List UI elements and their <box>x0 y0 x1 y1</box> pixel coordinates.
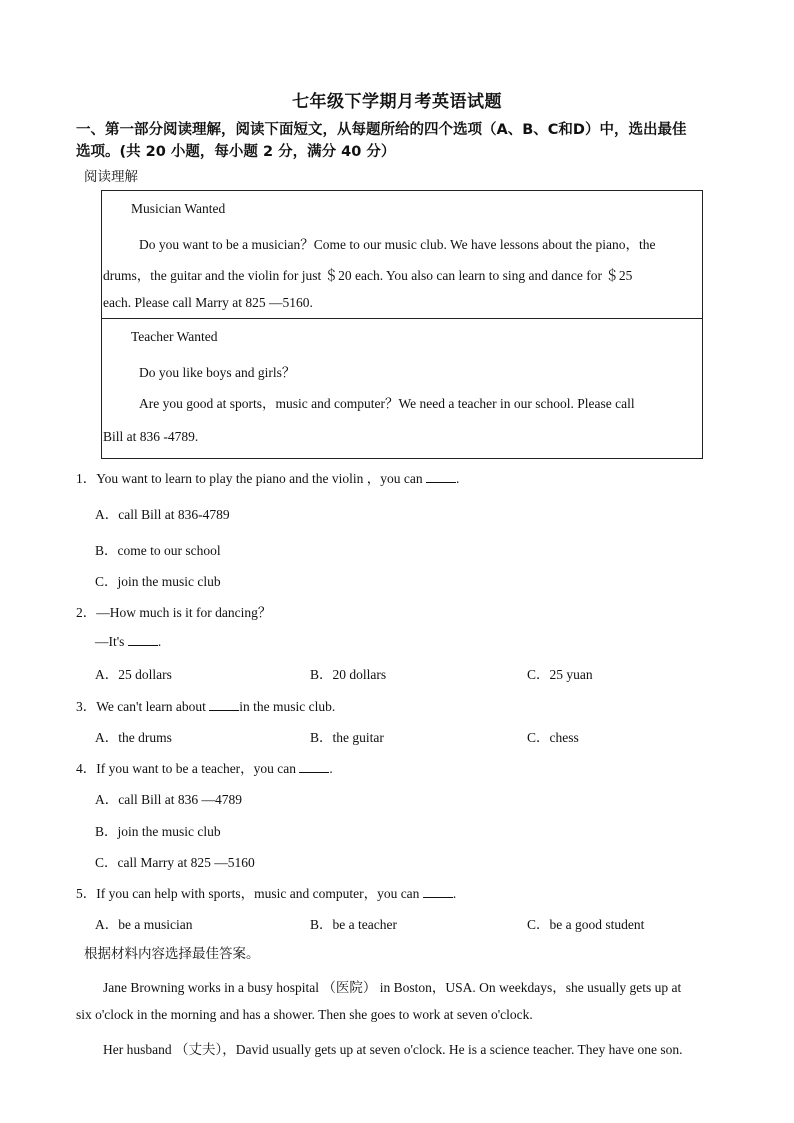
ad1-line3: each. Please call Marry at 825 —5160. <box>103 295 313 310</box>
answer-blank <box>426 470 456 483</box>
question-5-option-a: A．be a musician <box>95 917 193 932</box>
ad2-line1: Do you like boys and girls？ <box>139 365 296 380</box>
question-4-option-b: B．join the music club <box>95 824 221 839</box>
ad2-title: Teacher Wanted <box>131 329 218 344</box>
question-2-option-b: B．20 dollars <box>310 667 387 682</box>
question-4-option-a: A．call Bill at 836 —4789 <box>95 792 242 807</box>
question-4-end: . <box>329 761 333 776</box>
question-3-option-b: B．the guitar <box>310 730 384 745</box>
question-2-option-c: C．25 yuan <box>527 667 593 682</box>
question-1-end: . <box>455 471 460 486</box>
answer-blank <box>128 633 158 646</box>
answer-blank <box>423 885 453 898</box>
ads-divider <box>102 318 702 319</box>
question-5 <box>76 882 456 902</box>
section-1-heading-line2: 选项。(共 20 小题，每小题 2 分，满分 40 分） <box>76 144 396 160</box>
ad1-line2: drums，the guitar and the violin for just ＄20 each. You also can learn to sing and dance for ＄25 <box>103 268 633 283</box>
ad2-line3: Bill at 836 -4789. <box>103 429 199 444</box>
ads-box <box>101 190 703 459</box>
question-1-option-b: B．come to our school <box>95 543 221 558</box>
question-2-option-a: A．25 dollars <box>95 667 172 682</box>
ad1-title: Musician Wanted <box>131 201 226 216</box>
question-5-option-b: B．be a teacher <box>310 917 397 932</box>
page-title: 七年级下学期月考英语试题 <box>292 92 502 112</box>
question-3-option-c: C．chess <box>527 730 579 745</box>
question-1-stem: 1．You want to learn to play the piano and the violin ，you can <box>76 471 423 486</box>
question-4-stem: 4．If you want to be a teacher，you can <box>76 761 297 776</box>
section-1-heading-line1: 一、第一部分阅读理解，阅读下面短文，从每题所给的四个选项（A、B、C和D）中，选出最佳 <box>76 122 687 138</box>
question-4 <box>76 757 333 777</box>
question-2-reply-text: —It's <box>95 634 125 649</box>
question-2-stem: 2．—How much is it for dancing？ <box>76 605 272 620</box>
question-2-reply <box>95 633 161 650</box>
question-1-option-c: C．join the music club <box>95 574 221 589</box>
question-2-end: . <box>157 634 162 649</box>
question-5-option-c: C．be a good student <box>527 917 645 932</box>
question-5-end: . <box>452 886 457 901</box>
question-3-stem: 3．We can't learn about <box>76 699 206 714</box>
question-1 <box>76 467 459 487</box>
ad2-line2: Are you good at sports，music and computer？We need a teacher in our school. Please call <box>139 396 635 411</box>
question-4-option-c: C．call Marry at 825 —5160 <box>95 855 255 870</box>
question-3-option-a: A．the drums <box>95 730 172 745</box>
answer-blank <box>209 698 239 711</box>
reading-subheading: 阅读理解 <box>84 169 138 185</box>
question-3 <box>76 695 335 715</box>
section-1-heading <box>76 119 756 163</box>
question-3-end: in the music club. <box>239 699 336 714</box>
question-5-stem: 5．If you can help with sports，music and computer，you can <box>76 886 420 901</box>
passage-paragraph-1-line2: six o'clock in the morning and has a shower. Then she goes to work at seven o'clock. <box>76 1007 533 1022</box>
passage-paragraph-1-line1: Jane Browning works in a busy hospital （医院） in Boston，USA. On weekdays，she usually gets up at <box>103 980 682 995</box>
answer-blank <box>299 760 329 773</box>
ad1-line1: Do you want to be a musician？Come to our music club. We have lessons about the piano，the <box>139 237 656 252</box>
section-2-instruction: 根据材料内容选择最佳答案。 <box>84 946 260 962</box>
question-1-option-a: A．call Bill at 836-4789 <box>95 507 230 522</box>
passage-paragraph-2-line1: Her husband （丈夫），David usually gets up at seven o'clock. He is a science teacher. They have one son. <box>103 1042 683 1057</box>
